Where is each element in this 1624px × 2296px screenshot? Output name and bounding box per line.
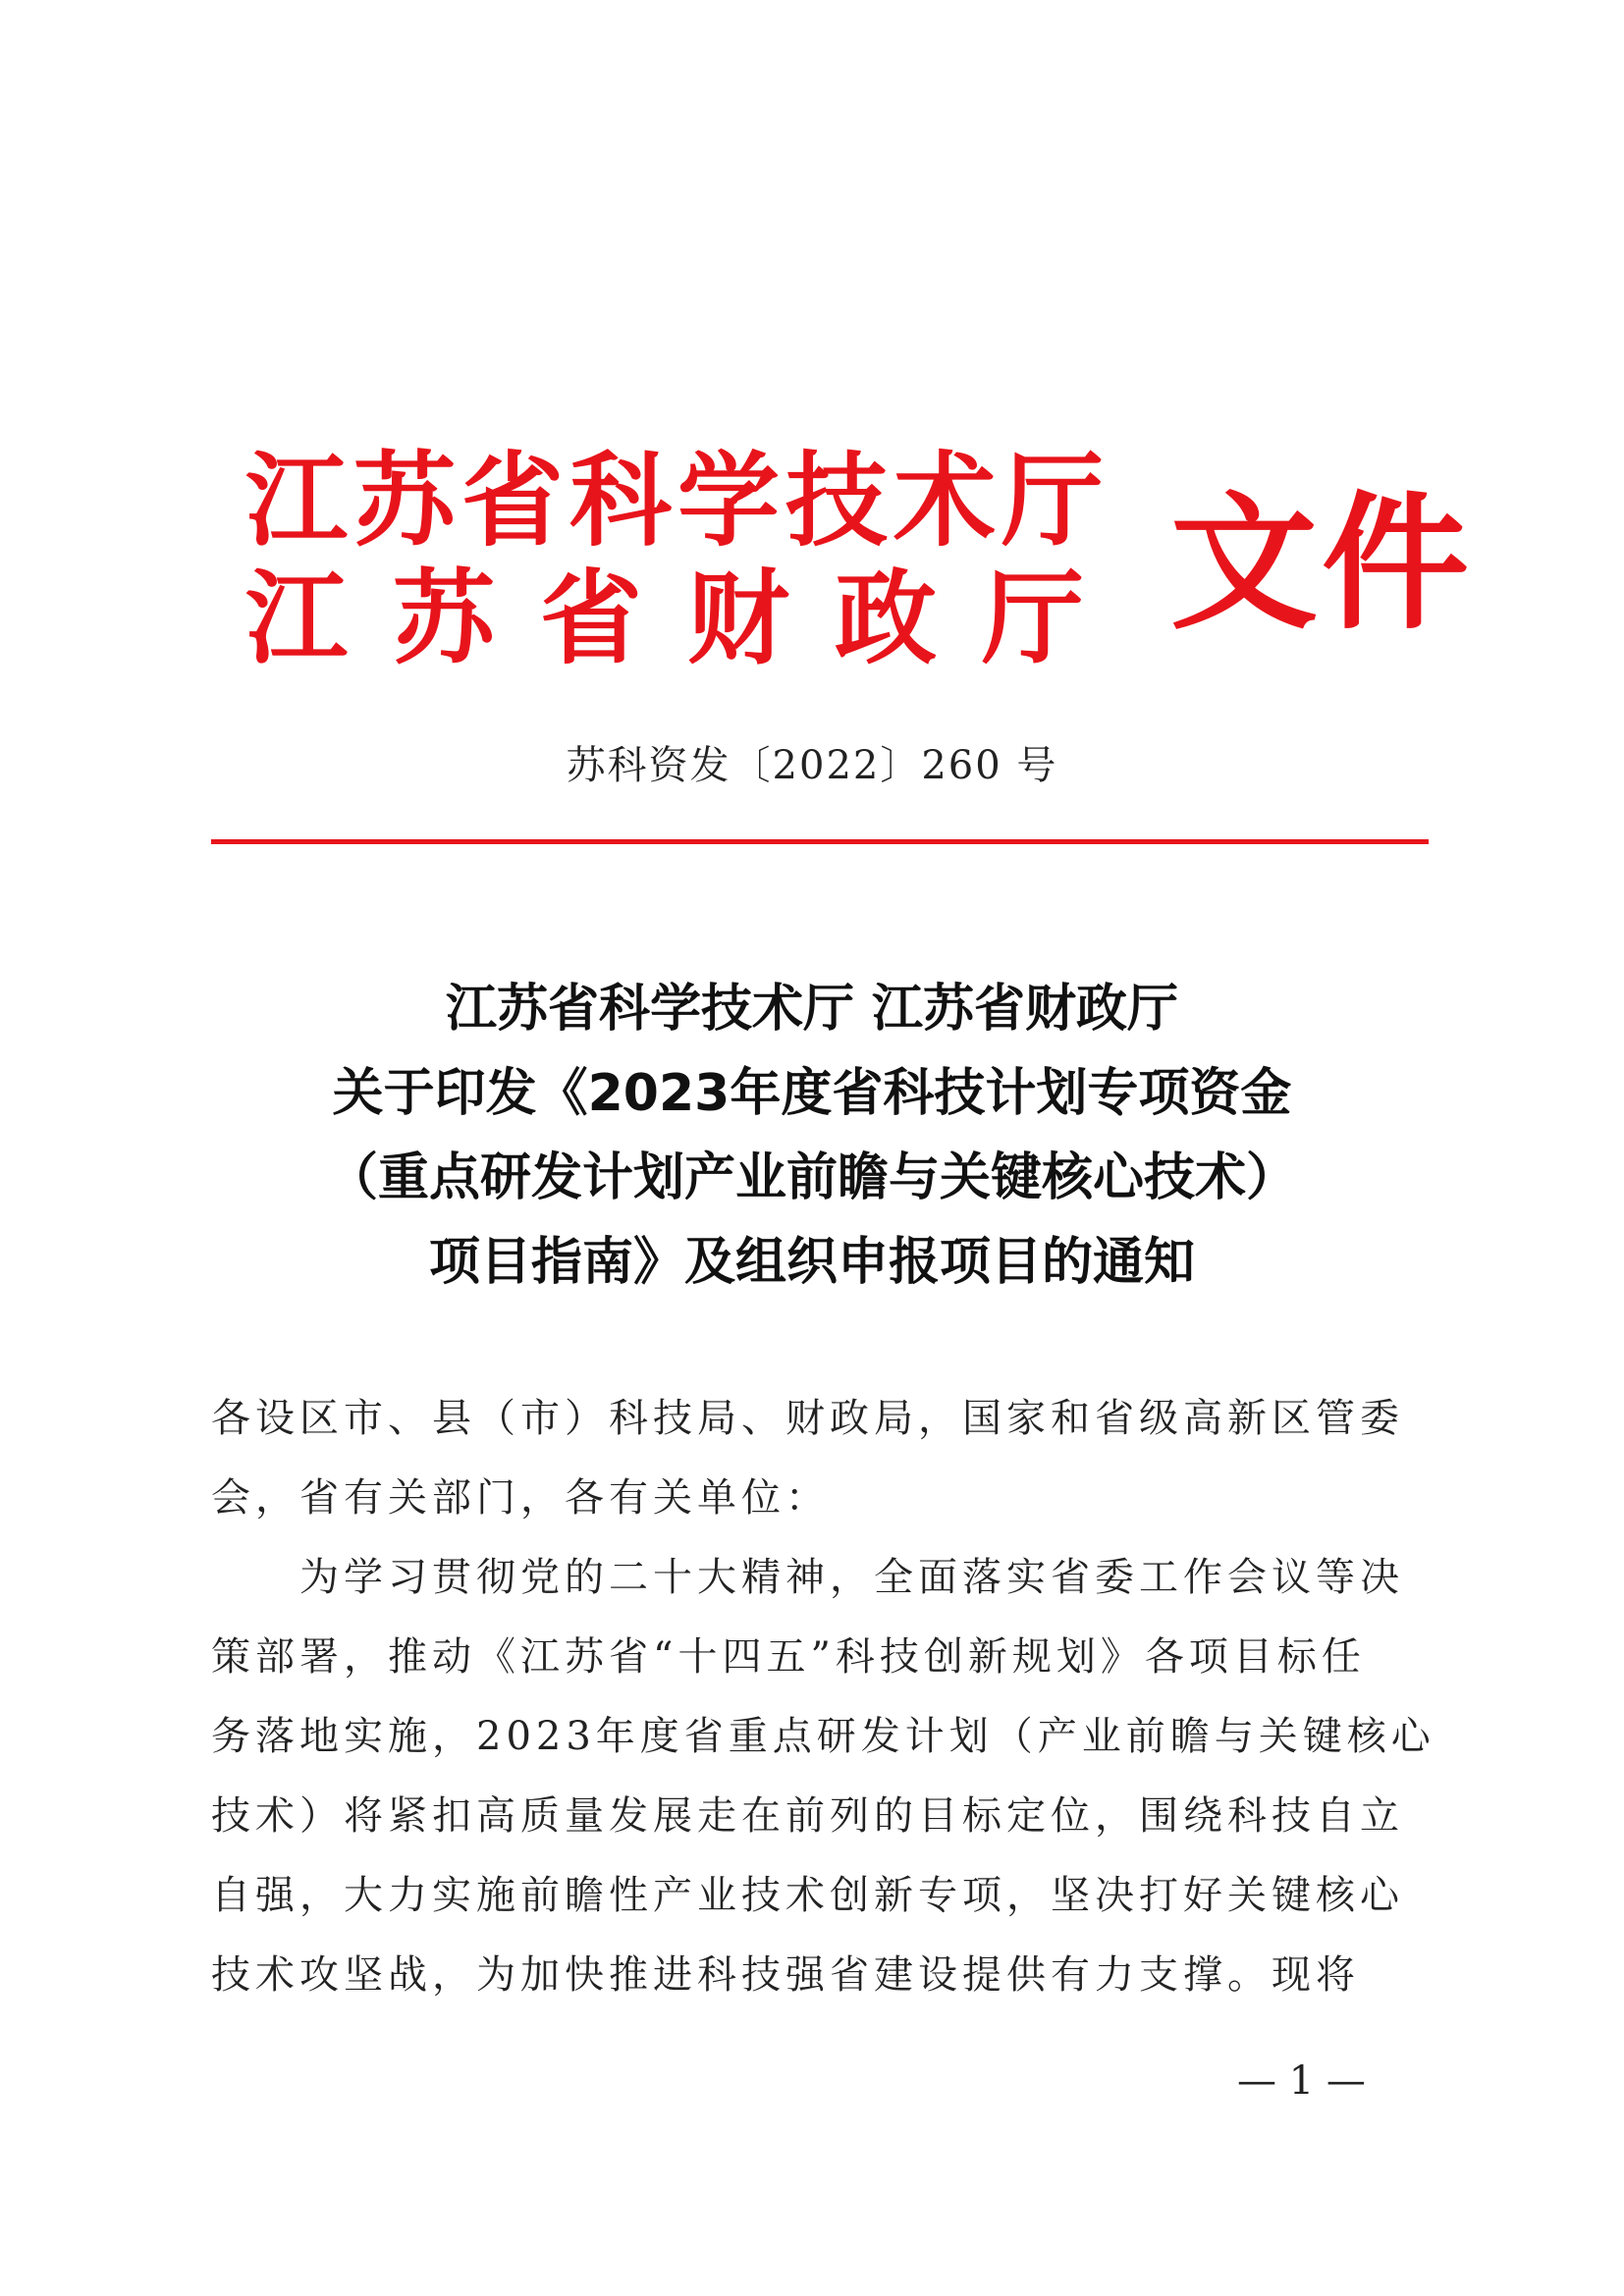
paragraph-line: 策部署，推动《江苏省“十四五”科技创新规划》各项目标任: [211, 1634, 1366, 1680]
salutation-line: 会，省有关部门，各有关单位：: [211, 1475, 830, 1521]
title-line: 项目指南》及组织申报项目的通知: [428, 1233, 1195, 1292]
issuer-name-science-department: 江苏省科学技术厅: [245, 441, 1110, 561]
paragraph-line: 技术）将紧扣高质量发展走在前列的目标定位，围绕科技自立: [211, 1793, 1404, 1839]
page-number: — 1 —: [1237, 2058, 1366, 2104]
red-divider-line: [211, 839, 1429, 844]
document-title: [0, 967, 1624, 1305]
title-line: 江苏省科学技术厅 江苏省财政厅: [445, 980, 1179, 1039]
title-line: （重点研发计划产业前瞻与关键核心技术）: [326, 1148, 1297, 1207]
paragraph-line: 务落地实施，2023年度省重点研发计划（产业前瞻与关键核心: [211, 1714, 1435, 1759]
issuer-name-finance-department: 江苏省财政厅: [245, 559, 1130, 678]
paragraph-line: 自强，大力实施前瞻性产业技术创新专项，坚决打好关键核心: [211, 1873, 1404, 1918]
paragraph-line: 为学习贯彻党的二十大精神，全面落实省委工作会议等决: [299, 1555, 1404, 1600]
title-line: 关于印发《2023年度省科技计划专项资金: [332, 1064, 1292, 1123]
document-number: 苏科资发〔2022〕260 号: [566, 743, 1058, 788]
document-body: [211, 1379, 1435, 2015]
document-type-label: 文件: [1170, 479, 1474, 650]
salutation-line: 各设区市、县（市）科技局、财政局，国家和省级高新区管委: [211, 1396, 1404, 1441]
paragraph-line: 技术攻坚战，为加快推进科技强省建设提供有力支撑。现将: [211, 1952, 1360, 1998]
document-header: [245, 441, 1474, 692]
